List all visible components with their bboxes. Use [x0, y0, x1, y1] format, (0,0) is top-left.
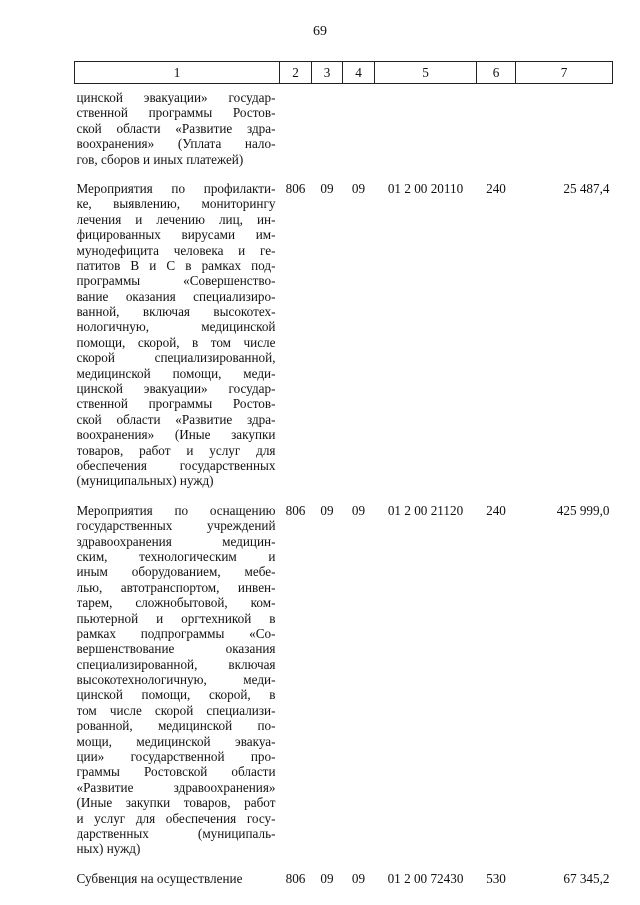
description-line: том числе скорой специализи- — [76, 702, 276, 718]
row-ministry-code: 806 — [285, 870, 306, 886]
description-line: ке, выявлению, мониторингу — [76, 196, 276, 212]
description-line: ции» государственной про- — [76, 749, 276, 765]
row-amount — [516, 84, 613, 167]
row-description — [75, 503, 280, 857]
description-line: ных) нужд) — [76, 841, 141, 857]
description-line: граммы Ростовской области — [76, 764, 276, 780]
table-header — [75, 62, 613, 84]
header-col-6: 6 — [477, 62, 516, 84]
row-amount: 25 487,4 — [563, 180, 610, 196]
description-line: гов, сборов и иных платежей) — [76, 151, 244, 167]
header-col-3: 3 — [312, 62, 343, 84]
description-line: (Иные закупки товаров, работ — [76, 795, 276, 811]
row-gap-cell — [75, 857, 613, 871]
table-body — [75, 84, 613, 887]
description-line: специализированной, включая — [76, 656, 276, 672]
row-section-code: 09 — [320, 870, 334, 886]
description-line: рамках подпрограммы «Со- — [76, 625, 276, 641]
row-amount: 425 999,0 — [556, 502, 610, 518]
description-line: ственной программы Ростов- — [76, 105, 276, 121]
description-line: и услуг для обеспечения госу- — [76, 810, 276, 826]
row-description — [75, 84, 280, 167]
row-subsection-code: 09 — [351, 180, 366, 196]
description-line: ванной, включая высокотех- — [76, 304, 276, 320]
row-target-article: 01 2 00 20110 — [387, 180, 464, 196]
description-line: Мероприятия по профилакти- — [76, 180, 276, 196]
description-line: Субвенция на осуществление — [76, 870, 243, 886]
row-description — [75, 871, 280, 886]
header-col-1: 1 — [75, 62, 280, 84]
description-line: мунодефицита человека и ге- — [76, 242, 276, 258]
row-gap — [75, 167, 613, 181]
description-line: вершенствование оказания — [76, 641, 276, 657]
description-line: высокотехнологичную, меди- — [76, 672, 276, 688]
row-gap-cell — [75, 167, 613, 181]
row-gap — [75, 489, 613, 503]
row-subsection-code: 09 — [351, 870, 366, 886]
page-number: 69 — [313, 24, 327, 39]
description-line: лечения и лечению лиц, ин- — [76, 211, 276, 227]
table-row — [75, 871, 613, 886]
header-row — [75, 62, 613, 84]
description-line: цинской эвакуации» государ- — [76, 381, 276, 397]
description-line: ской области «Развитие здра- — [76, 411, 276, 427]
row-target-article: 01 2 00 72430 — [387, 870, 464, 886]
description-line: вание оказания специализиро- — [76, 288, 276, 304]
description-line: воохранения» (Уплата нало- — [76, 136, 276, 152]
table-row — [75, 84, 613, 167]
row-description — [75, 181, 280, 489]
row-expense-type — [477, 84, 516, 167]
description-line: здравоохранения медицин- — [76, 533, 276, 549]
description-line: пьютерной и оргтехникой в — [76, 610, 276, 626]
row-expense-type: 240 — [486, 180, 506, 196]
description-line: «Развитие здравоохранения» — [76, 779, 276, 795]
row-target-article — [375, 84, 477, 167]
description-line: медицинской помощи, меди- — [76, 365, 276, 381]
row-section-code — [312, 84, 343, 167]
description-line: (муниципальных) нужд) — [76, 473, 214, 489]
row-ministry-code — [280, 84, 312, 167]
row-subsection-code — [343, 84, 375, 167]
description-line: рованной, медицинской по- — [76, 718, 276, 734]
description-line: патитов В и С в рамках под- — [76, 257, 276, 273]
description-line: ской области «Развитие здра- — [76, 120, 276, 136]
row-gap — [75, 857, 613, 871]
table-row — [75, 181, 613, 489]
row-amount: 67 345,2 — [563, 870, 610, 886]
row-section-code: 09 — [320, 180, 334, 196]
description-line: товаров, работ и услуг для — [76, 442, 276, 458]
row-section-code: 09 — [320, 502, 334, 518]
header-col-4: 4 — [343, 62, 375, 84]
description-line: Мероприятия по оснащению — [76, 502, 276, 518]
description-line: фицированных вирусами им- — [76, 227, 276, 243]
row-expense-type: 240 — [486, 502, 506, 518]
row-gap-cell — [75, 489, 613, 503]
description-line: государственных учреждений — [76, 518, 276, 534]
description-line: ственной программы Ростов- — [76, 396, 276, 412]
header-col-2: 2 — [280, 62, 312, 84]
row-ministry-code: 806 — [285, 502, 306, 518]
row-ministry-code: 806 — [285, 180, 306, 196]
description-line: воохранения» (Иные закупки — [76, 427, 276, 443]
description-line: нологичную, медицинской — [76, 319, 276, 335]
description-line: скорой специализированной, — [76, 350, 276, 366]
table-row — [75, 503, 613, 857]
description-line: иным оборудованием, мебе- — [76, 564, 276, 580]
row-subsection-code: 09 — [351, 502, 366, 518]
header-col-7: 7 — [516, 62, 613, 84]
description-line: программы «Совершенство- — [76, 273, 276, 289]
row-target-article: 01 2 00 21120 — [387, 502, 464, 518]
description-line: мощи, медицинской эвакуа- — [76, 733, 276, 749]
description-line: обеспечения государственных — [76, 457, 276, 473]
header-col-5: 5 — [375, 62, 477, 84]
description-line: помощи, скорой, в том числе — [76, 334, 276, 350]
description-line: дарственных (муниципаль- — [76, 825, 276, 841]
row-expense-type: 530 — [486, 870, 506, 886]
budget-table — [74, 61, 613, 886]
description-line: тарем, сложнобытовой, ком- — [76, 595, 276, 611]
description-line: лью, автотранспортом, инвен- — [76, 579, 276, 595]
description-line: цинской помощи, скорой, в — [76, 687, 276, 703]
description-line: цинской эвакуации» государ- — [76, 90, 276, 105]
description-line: ским, технологическим и — [76, 548, 276, 564]
